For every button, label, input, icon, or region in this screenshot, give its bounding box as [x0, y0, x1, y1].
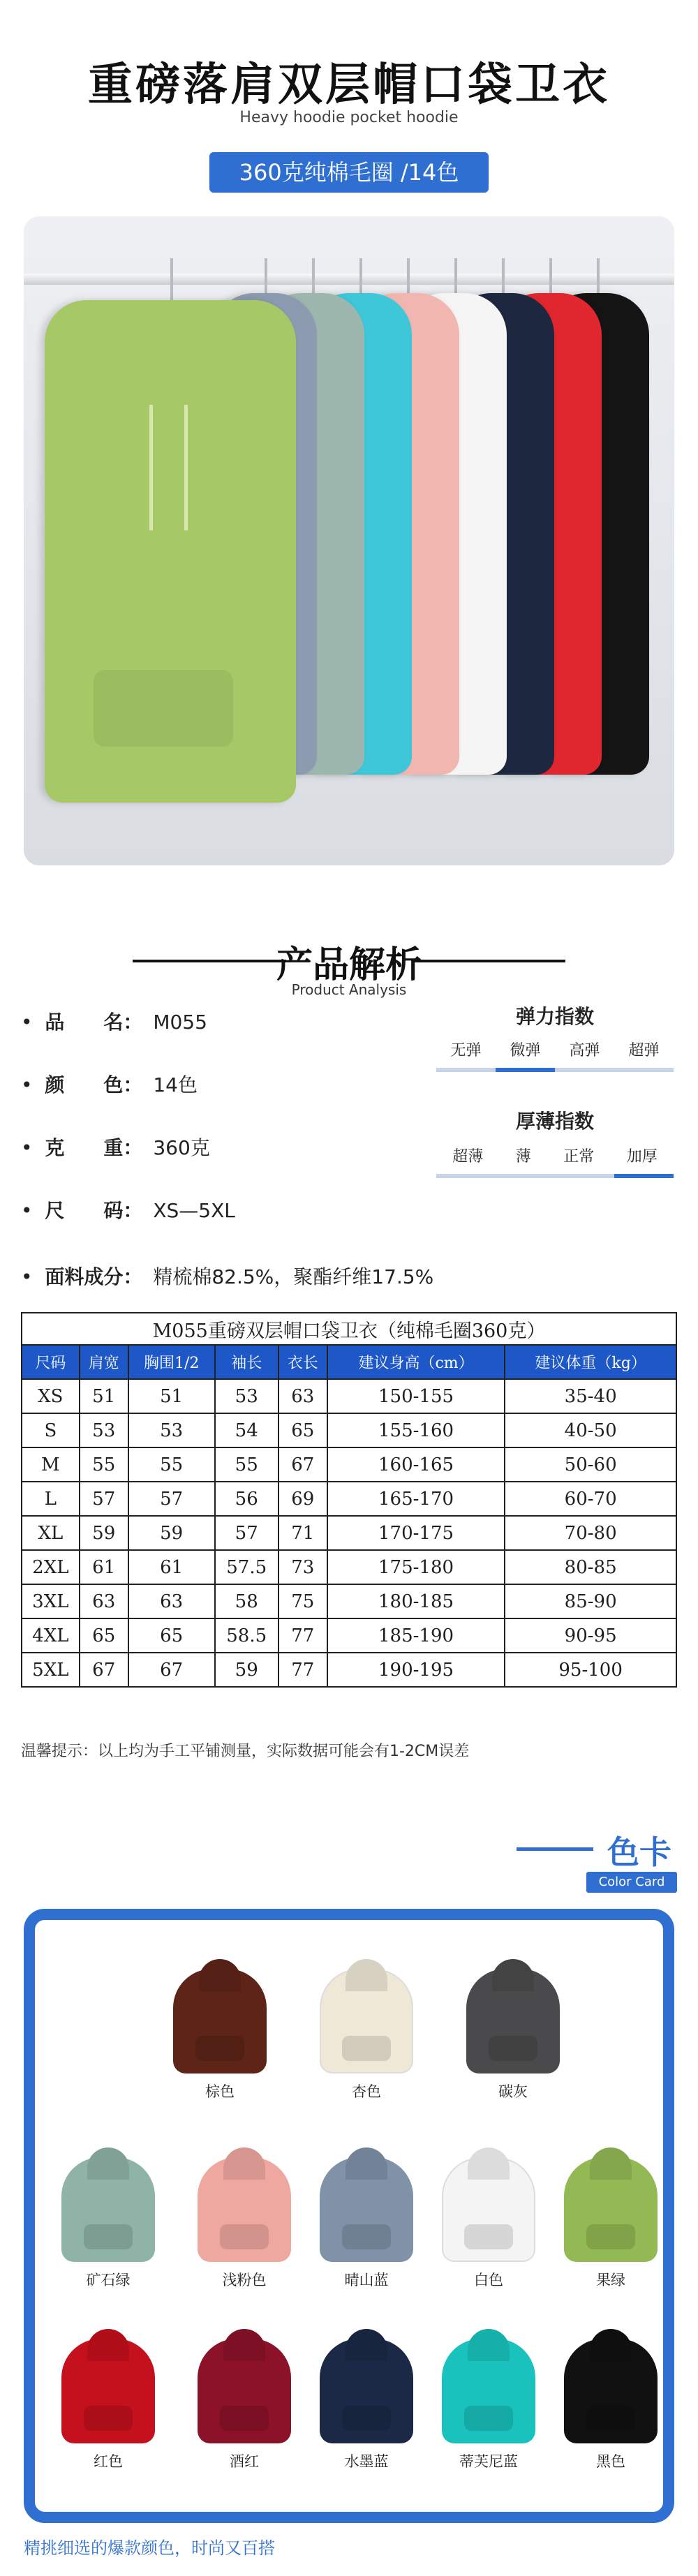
analysis-title: 产品解析: [276, 944, 422, 986]
color-swatch[interactable]: [558, 2339, 663, 2471]
hoodie-swatch-image: [198, 2339, 291, 2443]
table-cell: 150-155: [327, 1379, 505, 1413]
hoodie-swatch-image: [564, 2157, 658, 2262]
table-cell: 35-40: [505, 1379, 676, 1413]
table-row: [22, 1413, 676, 1447]
bullet: •: [21, 1011, 45, 1034]
table-cell: 53: [215, 1379, 279, 1413]
table-cell: XS: [22, 1379, 80, 1413]
table-row: [22, 1482, 676, 1516]
table-cell: 50-60: [505, 1447, 676, 1482]
table-cell: 55: [215, 1447, 279, 1482]
bullet: •: [21, 1265, 45, 1288]
swatch-label: 酒红: [230, 2453, 259, 2470]
color-swatch[interactable]: [314, 2339, 419, 2471]
swatch-label: 晴山蓝: [344, 2272, 389, 2288]
elasticity-bar: [436, 1068, 674, 1072]
table-cell: 160-165: [327, 1447, 505, 1482]
table-cell: 57: [128, 1482, 215, 1516]
swatch-label: 蒂芙尼蓝: [459, 2453, 518, 2470]
table-cell: 70-80: [505, 1516, 676, 1550]
color-swatch[interactable]: [436, 2157, 541, 2290]
spec-badge: 360克纯棉毛圈 /14色: [209, 152, 489, 193]
table-cell: 185-190: [327, 1618, 505, 1653]
table-cell: 56: [215, 1482, 279, 1516]
swatch-label: 水墨蓝: [344, 2453, 389, 2470]
elasticity-levels: [436, 1038, 674, 1060]
bullet: •: [21, 1136, 45, 1159]
info-label: 面料成分：: [45, 1265, 143, 1288]
info-value: 360克: [153, 1136, 210, 1159]
table-cell: 170-175: [327, 1516, 505, 1550]
table-cell: 190-195: [327, 1653, 505, 1687]
info-row-fabric: [21, 1262, 433, 1290]
color-swatch[interactable]: [314, 2157, 419, 2290]
table-cell: 51: [80, 1379, 128, 1413]
table-row: [22, 1584, 676, 1618]
info-label: 颜 色：: [45, 1073, 143, 1096]
table-row: [22, 1447, 676, 1482]
table-cell: 90-95: [505, 1618, 676, 1653]
table-cell: 55: [80, 1447, 128, 1482]
thickness-bar: [436, 1174, 674, 1178]
table-cell: 77: [279, 1618, 327, 1653]
table-cell: 57: [80, 1482, 128, 1516]
header-cell: 肩宽: [80, 1345, 128, 1379]
info-label: 尺 码：: [45, 1199, 143, 1222]
table-cell: 59: [128, 1516, 215, 1550]
hoodie-swatch-image: [442, 2339, 535, 2443]
level-label: 超薄: [452, 1148, 484, 1166]
table-cell: 5XL: [22, 1653, 80, 1687]
table-cell: 75: [279, 1584, 327, 1618]
table-cell: XL: [22, 1516, 80, 1550]
info-row-weight: [21, 1133, 210, 1161]
table-cell: 58.5: [215, 1618, 279, 1653]
table-row: [22, 1653, 676, 1687]
hoodie-pocket: [94, 670, 233, 747]
table-cell: 63: [128, 1584, 215, 1618]
product-title: 重磅落肩双层帽口袋卫衣: [88, 59, 610, 111]
table-cell: 85-90: [505, 1584, 676, 1618]
color-card-subtitle: Color Card: [586, 1872, 677, 1893]
table-cell: 65: [128, 1618, 215, 1653]
hoodie-swatch-image: [173, 1969, 267, 2074]
table-cell: 54: [215, 1413, 279, 1447]
info-row-name: [21, 1007, 207, 1035]
color-swatch[interactable]: [168, 1969, 272, 2101]
table-cell: 65: [80, 1618, 128, 1653]
hoodie-swatch-image: [320, 2339, 413, 2443]
swatch-label: 果绿: [596, 2272, 625, 2288]
thickness-title: 厚薄指数: [515, 1110, 594, 1133]
hoodie-swatch-image: [61, 2157, 155, 2262]
table-cell: M: [22, 1447, 80, 1482]
info-label: 克 重：: [45, 1136, 143, 1159]
hoodie-swatch-image: [320, 1969, 413, 2074]
color-swatch[interactable]: [56, 2339, 161, 2471]
table-cell: 51: [128, 1379, 215, 1413]
info-row-color: [21, 1070, 198, 1098]
table-cell: 65: [279, 1413, 327, 1447]
clothes-rail: [24, 274, 674, 285]
drawstring: [149, 405, 153, 530]
table-body: [22, 1379, 676, 1687]
swatch-label: 红色: [94, 2453, 123, 2470]
table-cell: 63: [80, 1584, 128, 1618]
table-cell: 61: [80, 1550, 128, 1584]
swatch-label: 棕色: [205, 2083, 235, 2100]
table-cell: 53: [80, 1413, 128, 1447]
table-caption: M055重磅双层帽口袋卫衣（纯棉毛圈360克）: [22, 1313, 676, 1345]
swatch-label: 碳灰: [498, 2083, 528, 2100]
product-subtitle: Heavy hoodie pocket hoodie: [239, 109, 459, 126]
table-cell: 80-85: [505, 1550, 676, 1584]
table-cell: 57.5: [215, 1550, 279, 1584]
drawstring: [184, 405, 188, 530]
table-cell: S: [22, 1413, 80, 1447]
measurement-note: 温馨提示：以上均为手工平铺测量，实际数据可能会有1-2CM误差: [21, 1743, 470, 1760]
info-row-size: [21, 1196, 235, 1223]
table-cell: 40-50: [505, 1413, 676, 1447]
table-row: [22, 1516, 676, 1550]
color-swatch[interactable]: [192, 2157, 297, 2290]
swatch-label: 白色: [474, 2272, 503, 2288]
thickness-levels: [436, 1145, 674, 1166]
table-cell: 59: [215, 1653, 279, 1687]
color-swatch[interactable]: [192, 2339, 297, 2471]
elasticity-indicator: [496, 1068, 555, 1072]
table-cell: 55: [128, 1447, 215, 1482]
table-row: [22, 1379, 676, 1413]
header-cell: 衣长: [279, 1345, 327, 1379]
table-cell: 59: [80, 1516, 128, 1550]
color-swatch[interactable]: [314, 1969, 419, 2101]
table-cell: 3XL: [22, 1584, 80, 1618]
hoodie-swatch-image: [198, 2157, 291, 2262]
thickness-indicator: [614, 1174, 674, 1178]
table-cell: 60-70: [505, 1482, 676, 1516]
header-cell: 建议体重（kg）: [505, 1345, 676, 1379]
hoodie-swatch-image: [564, 2339, 658, 2443]
color-swatch[interactable]: [558, 2157, 663, 2290]
hoodie-swatch-image: [61, 2339, 155, 2443]
size-table: [21, 1312, 677, 1688]
table-cell: 61: [128, 1550, 215, 1584]
hanger: [170, 258, 173, 300]
info-value: M055: [153, 1011, 207, 1034]
level-label: 加厚: [626, 1148, 658, 1166]
info-value: 14色: [153, 1073, 198, 1096]
color-swatch[interactable]: [436, 2339, 541, 2471]
header-cell: 袖长: [215, 1345, 279, 1379]
table-cell: 155-160: [327, 1413, 505, 1447]
swatch-label: 浅粉色: [222, 2272, 267, 2288]
color-swatch[interactable]: [56, 2157, 161, 2290]
header-cell: 尺码: [22, 1345, 80, 1379]
table-cell: 69: [279, 1482, 327, 1516]
table-cell: 58: [215, 1584, 279, 1618]
swatch-label: 矿石绿: [86, 2272, 131, 2288]
level-label: 高弹: [569, 1042, 600, 1059]
color-card-frame: [24, 1909, 674, 2523]
table-cell: 67: [80, 1653, 128, 1687]
header-cell: 胸围1/2: [128, 1345, 215, 1379]
table-cell: 63: [279, 1379, 327, 1413]
hoodie-swatch-image: [442, 2157, 535, 2262]
level-label: 薄: [515, 1148, 531, 1166]
table-cell: 67: [128, 1653, 215, 1687]
hero-hoodie: [45, 300, 296, 803]
info-value: 精梳棉82.5%，聚酯纤维17.5%: [153, 1265, 434, 1288]
table-header-row: [22, 1345, 676, 1379]
table-cell: 4XL: [22, 1618, 80, 1653]
table-cell: 180-185: [327, 1584, 505, 1618]
table-cell: L: [22, 1482, 80, 1516]
bullet: •: [21, 1073, 45, 1096]
table-row: [22, 1618, 676, 1653]
table-cell: 53: [128, 1413, 215, 1447]
swatch-label: 杏色: [352, 2083, 381, 2100]
bullet: •: [21, 1199, 45, 1222]
hoodie-swatch-image: [320, 2157, 413, 2262]
table-cell: 2XL: [22, 1550, 80, 1584]
color-card-footer: 精挑细选的爆款颜色，时尚又百搭: [24, 2538, 275, 2558]
color-swatch[interactable]: [461, 1969, 565, 2101]
table-cell: 95-100: [505, 1653, 676, 1687]
swatch-label: 黑色: [596, 2453, 625, 2470]
info-value: XS—5XL: [153, 1199, 235, 1222]
table-cell: 73: [279, 1550, 327, 1584]
level-label: 微弹: [510, 1042, 541, 1059]
level-label: 超弹: [628, 1042, 660, 1059]
table-cell: 77: [279, 1653, 327, 1687]
hero-image: [24, 216, 674, 865]
elasticity-title: 弹力指数: [515, 1005, 594, 1028]
info-label: 品 名：: [45, 1011, 143, 1034]
table-cell: 57: [215, 1516, 279, 1550]
header-cell: 建议身高（cm）: [327, 1345, 505, 1379]
table-cell: 71: [279, 1516, 327, 1550]
table-cell: 175-180: [327, 1550, 505, 1584]
level-label: 正常: [563, 1148, 595, 1166]
color-card-title: 色卡: [607, 1833, 671, 1871]
level-label: 无弹: [450, 1042, 482, 1059]
color-card-accent-line: [517, 1847, 593, 1851]
table-row: [22, 1550, 676, 1584]
hoodie-swatch-image: [466, 1969, 560, 2074]
table-cell: 165-170: [327, 1482, 505, 1516]
analysis-subtitle: Product Analysis: [291, 981, 407, 998]
table-cell: 67: [279, 1447, 327, 1482]
